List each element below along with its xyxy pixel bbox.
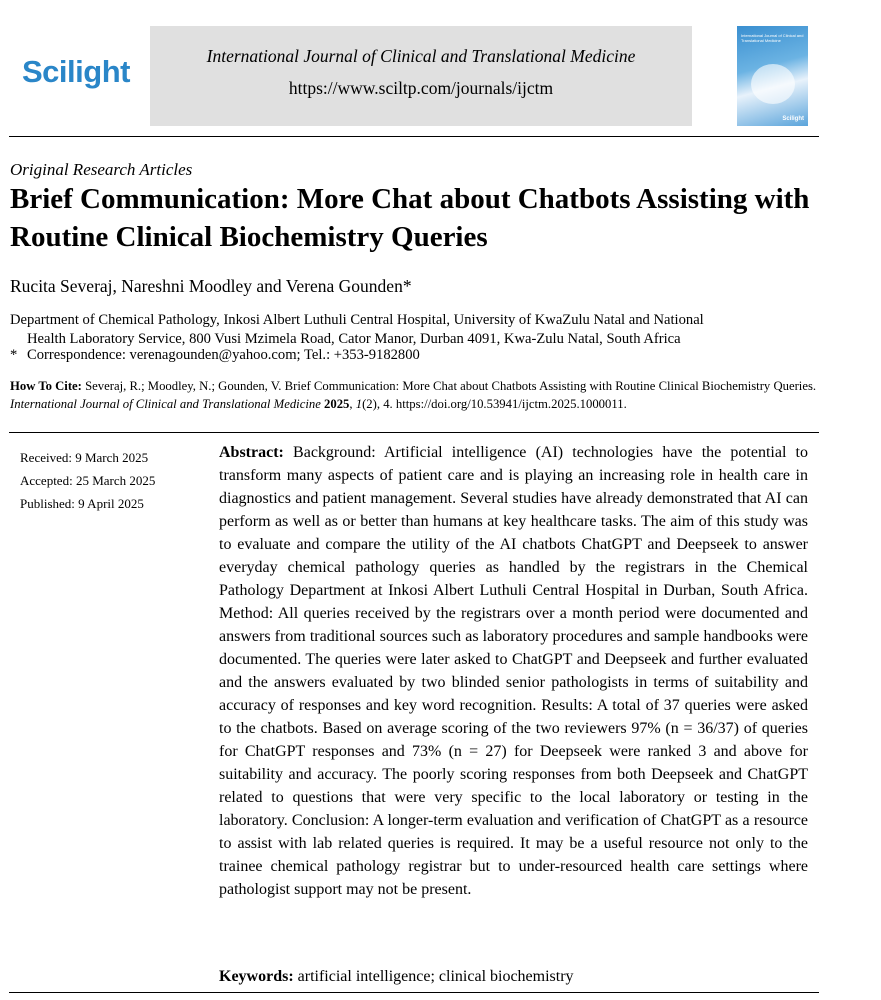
article-dates — [20, 446, 155, 515]
footer-divider — [9, 992, 819, 993]
abstract — [219, 441, 808, 901]
published-date: Published: 9 April 2025 — [20, 496, 144, 511]
affiliation-line: Health Laboratory Service, 800 Vusi Mzimela Road, Cator Manor, Durban 4091, Kwa-Zulu Natal, South Africa — [27, 331, 681, 347]
correspondence — [10, 347, 420, 364]
author-affiliation — [10, 311, 810, 349]
keywords — [219, 968, 574, 986]
cite-volume: 1 — [355, 397, 363, 411]
correspondence-marker: * — [10, 347, 18, 363]
accepted-date: Accepted: 25 March 2025 — [20, 473, 156, 488]
correspondence-text: Correspondence: verenagounden@yahoo.com; Tel.: +353-9182800 — [27, 347, 420, 363]
cite-label: How To Cite: — [10, 379, 82, 393]
keywords-label: Keywords: — [219, 968, 294, 985]
cover-logo: Scilight — [782, 116, 804, 122]
journal-name: International Journal of Clinical and Translational Medicine — [206, 46, 636, 66]
citation-divider — [9, 432, 819, 433]
journal-cover-image — [737, 26, 808, 126]
cover-title: International Journal of Clinical and Translational Medicine — [741, 33, 804, 43]
cover-illustration — [751, 64, 795, 104]
scilight-logo[interactable]: Scilight — [22, 54, 130, 89]
cite-journal: International Journal of Clinical and Translational Medicine — [10, 397, 321, 411]
abstract-label: Abstract: — [219, 444, 284, 461]
keywords-text: artificial intelligence; clinical biochemistry — [293, 968, 574, 985]
author-list: Rucita Severaj, Nareshni Moodley and Verena Gounden* — [10, 276, 412, 296]
article-title: Brief Communication: More Chat about Chatbots Assisting with Routine Clinical Biochemistry Queries — [10, 183, 810, 253]
received-date: Received: 9 March 2025 — [20, 450, 149, 465]
header-divider — [9, 136, 819, 137]
cite-text: Severaj, R.; Moodley, N.; Gounden, V. Brief Communication: More Chat about Chatbots Assisting with Routine Clinical Biochemistry Queries. — [81, 379, 817, 393]
journal-url-link[interactable]: https://www.sciltp.com/journals/ijctm — [288, 78, 554, 98]
journal-header-box — [150, 26, 692, 126]
cite-rest[interactable]: (2), 4. https://doi.org/10.53941/ijctm.2025.1000011. — [362, 397, 627, 411]
affiliation-line: Department of Chemical Pathology, Inkosi Albert Luthuli Central Hospital, University of KwaZulu Natal and National — [10, 312, 704, 328]
article-section-label: Original Research Articles — [10, 160, 193, 179]
how-to-cite: How To Cite: Severaj, R.; Moodley, N.; Gounden, V. Brief Communication: More Chat about Chatbots Assisting with Routine Clinical Biochemistry Queries. International Journal of Clinical and Translational Medicine 2025, 1(2), 4. https://doi.org/10.53941/ijctm.2025.1000011. — [10, 379, 817, 411]
cite-year: 2025 — [324, 397, 350, 411]
abstract-text: Background: Artificial intelligence (AI) technologies have the potential to transform many aspects of patient care and is playing an increasing role in health care in diagnostics and patient management. Several studies have already demonstrated that AI can perform as well as or better than humans at key healthcare tasks. The aim of this study was to evaluate and compare the utility of the AI chatbots ChatGPT and Deepseek to answer everyday chemical pathology queries as handled by the registrars in the Chemical Pathology Department at Inkosi Albert Luthuli Central Hospital in Durban, South Africa. Method: All queries received by the registrars over a month period were documented and answers from traditional sources such as laboratory procedures and sample handbooks were documented. The queries were later asked to ChatGPT and Deepseek and further evaluated and the answers evaluated by two blinded senior pathologists in terms of suitability and accuracy of responses and key word recognition. Results: A total of 37 queries were asked to the chatbots. Based on average scoring of the two reviewers 97% (n = 36/37) of queries for ChatGPT responses and 73% (n = 27) for Deepseek were ranked 3 and above for suitability and accuracy. The poorly scoring responses from both Deepseek and ChatGPT related to questions that were very specific to the local laboratory or testing in the laboratory. Conclusion: A longer-term evaluation and verification of ChatGPT as a resource to assist with lab related queries is required. It may be a useful resource not only to the trainee chemical pathology registrar but to under-resourced health care settings where pathologist support may not be present. — [219, 444, 808, 898]
